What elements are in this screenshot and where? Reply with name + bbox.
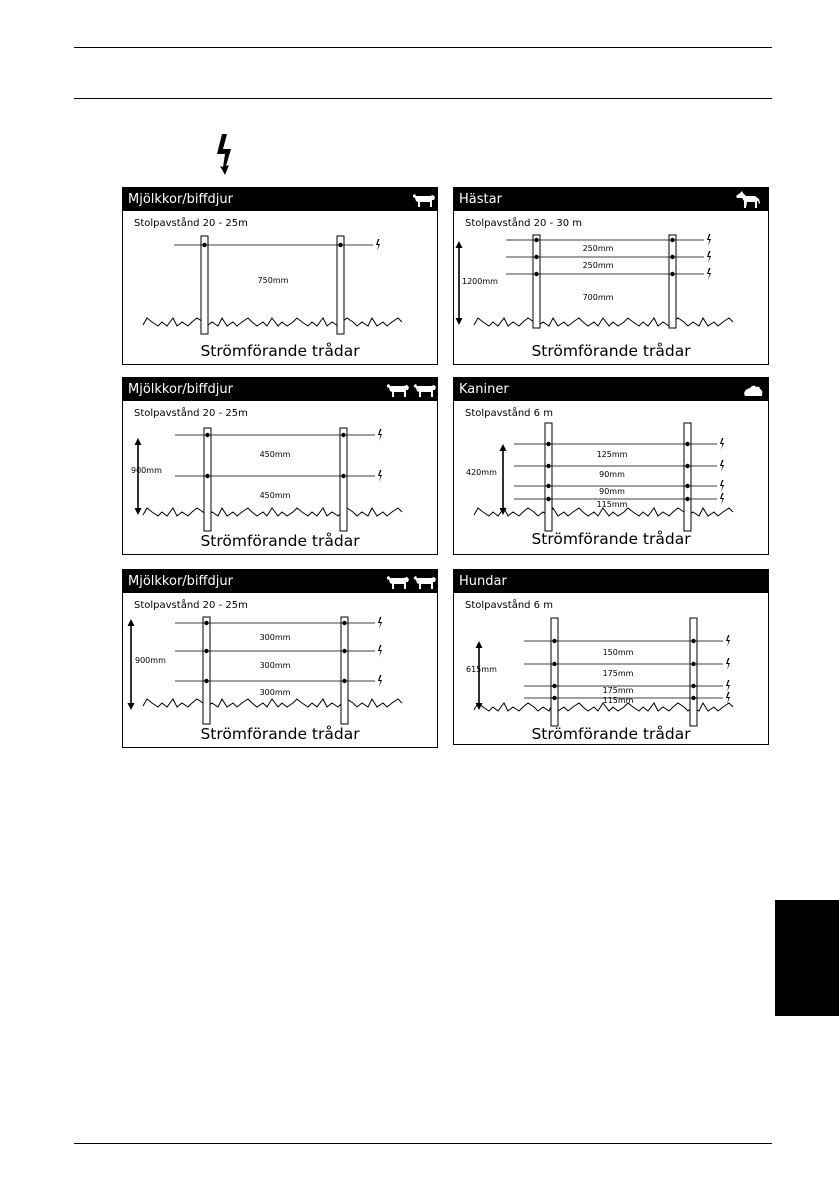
fence-post — [337, 236, 344, 334]
wire-insulator — [205, 433, 209, 437]
wire-gap-label: 300mm — [259, 661, 291, 670]
arrow-down-icon — [456, 318, 463, 325]
wire-insulator — [338, 243, 342, 247]
wire-insulator — [691, 696, 695, 700]
wire-gap-label: 125mm — [596, 450, 628, 459]
wire-insulator — [546, 442, 550, 446]
wire-insulator — [204, 649, 208, 653]
wire-insulator — [670, 255, 674, 259]
wire-gap-label: 115mm — [602, 696, 634, 705]
wire-insulator — [670, 238, 674, 242]
wire-insulator — [546, 484, 550, 488]
wire-insulator — [342, 649, 346, 653]
post-spacing-label: Stolpavstånd 6 m — [465, 600, 553, 611]
total-height-label: 615mm — [466, 665, 497, 674]
lightning-bolt-icon — [726, 680, 730, 692]
wire-gap-label: 300mm — [259, 633, 291, 642]
wire-insulator — [552, 639, 556, 643]
wire-insulator — [670, 272, 674, 276]
wire-insulator — [202, 243, 206, 247]
lightning-bolt-icon — [707, 268, 711, 280]
wire-gap-label: 750mm — [257, 276, 289, 285]
wire-insulator — [342, 679, 346, 683]
footer-label: Strömförande trådar — [531, 342, 691, 360]
wire-gap-label: 700mm — [582, 293, 614, 302]
wire-gap-label: 450mm — [259, 450, 291, 459]
footer-label: Strömförande trådar — [200, 532, 360, 550]
grass-ground-line — [143, 699, 402, 707]
total-height-label: 1200mm — [462, 277, 498, 286]
lightning-bolt-icon — [726, 692, 730, 704]
wire-insulator — [552, 662, 556, 666]
header-rule-bottom — [74, 98, 772, 99]
grass-ground-line — [143, 318, 402, 326]
wire-insulator — [685, 442, 689, 446]
lightning-bolt-icon — [707, 251, 711, 263]
fence-post — [533, 235, 540, 328]
lightning-bolt-icon — [720, 480, 724, 492]
fence-post — [669, 235, 676, 328]
wire-gap-label: 175mm — [602, 686, 634, 695]
arrow-up-icon — [500, 444, 507, 451]
fence-panel-rabbits — [453, 377, 769, 555]
wire-insulator — [205, 474, 209, 478]
wire-insulator — [691, 684, 695, 688]
fence-post — [684, 423, 691, 531]
wire-insulator — [552, 684, 556, 688]
fence-post — [203, 617, 210, 724]
lightning-bolt-icon — [378, 617, 382, 629]
post-spacing-label: Stolpavstånd 20 - 25m — [134, 600, 248, 611]
grass-ground-line — [143, 508, 402, 516]
lightning-bolt-icon — [378, 470, 382, 482]
wire-gap-label: 450mm — [259, 491, 291, 500]
fence-diagram — [123, 570, 438, 748]
wire-gap-label: 300mm — [259, 688, 291, 697]
fence-post — [204, 428, 211, 531]
footer-label: Strömförande trådar — [200, 342, 360, 360]
post-spacing-label: Stolpavstånd 20 - 30 m — [465, 218, 583, 229]
lightning-bolt-icon — [378, 645, 382, 657]
fence-post — [341, 617, 348, 724]
total-height-label: 900mm — [131, 466, 162, 475]
grass-ground-line — [474, 318, 733, 326]
section-side-tab — [775, 900, 839, 1016]
wire-gap-label: 250mm — [582, 261, 614, 270]
fence-panel-cattle-3 — [122, 569, 438, 748]
fence-diagram — [454, 378, 769, 555]
fence-panel-dogs — [453, 569, 769, 745]
post-spacing-label: Stolpavstånd 6 m — [465, 408, 553, 419]
lightning-bolt-icon — [376, 239, 380, 251]
lightning-bolt-icon — [720, 493, 724, 505]
panel-title: Kaniner — [459, 382, 509, 397]
fence-diagram — [123, 378, 438, 555]
wire-insulator — [342, 621, 346, 625]
fence-post — [690, 618, 697, 726]
wire-insulator — [341, 433, 345, 437]
fence-post — [545, 423, 552, 531]
wire-insulator — [204, 621, 208, 625]
wire-insulator — [534, 255, 538, 259]
wire-gap-label: 90mm — [599, 487, 625, 496]
panel-title: Mjölkkor/biffdjur — [128, 382, 233, 397]
wire-gap-label: 250mm — [582, 244, 614, 253]
wire-insulator — [685, 484, 689, 488]
fence-panel-horses — [453, 187, 769, 365]
post-spacing-label: Stolpavstånd 20 - 25m — [134, 408, 248, 419]
fence-post — [551, 618, 558, 726]
footer-rule — [74, 1143, 772, 1144]
wire-insulator — [204, 679, 208, 683]
lightning-bolt-icon — [726, 658, 730, 670]
wire-insulator — [534, 272, 538, 276]
fence-panel-cattle-1 — [122, 187, 438, 365]
wire-insulator — [341, 474, 345, 478]
wire-gap-label: 90mm — [599, 470, 625, 479]
lightning-bolt-icon — [720, 438, 724, 450]
panel-title: Hundar — [459, 574, 507, 589]
lightning-bolt-icon — [378, 675, 382, 687]
panel-title: Mjölkkor/biffdjur — [128, 192, 233, 207]
wire-insulator — [685, 497, 689, 501]
wire-gap-label: 115mm — [596, 500, 628, 509]
wire-gap-label: 175mm — [602, 669, 634, 678]
lightning-bolt-icon — [720, 460, 724, 472]
arrow-up-icon — [476, 641, 483, 648]
post-spacing-label: Stolpavstånd 20 - 25m — [134, 218, 248, 229]
lightning-bolt-icon — [214, 133, 238, 175]
arrow-up-icon — [128, 619, 135, 626]
wire-insulator — [552, 696, 556, 700]
fence-panel-cattle-2 — [122, 377, 438, 555]
fence-post — [340, 428, 347, 531]
lightning-bolt-icon — [378, 429, 382, 441]
fence-post — [201, 236, 208, 334]
arrow-up-icon — [456, 241, 463, 248]
panel-title: Mjölkkor/biffdjur — [128, 574, 233, 589]
wire-insulator — [534, 238, 538, 242]
arrow-down-icon — [135, 508, 142, 515]
arrow-down-icon — [128, 703, 135, 710]
total-height-label: 420mm — [466, 468, 497, 477]
panel-title: Hästar — [459, 192, 502, 207]
header-rule-top — [74, 47, 772, 48]
fence-diagram — [454, 188, 769, 365]
wire-insulator — [546, 497, 550, 501]
arrow-up-icon — [135, 438, 142, 445]
lightning-bolt-icon — [726, 635, 730, 647]
footer-label: Strömförande trådar — [531, 725, 691, 743]
wire-insulator — [685, 464, 689, 468]
wire-insulator — [691, 639, 695, 643]
footer-label: Strömförande trådar — [200, 725, 360, 743]
footer-label: Strömförande trådar — [531, 530, 691, 548]
lightning-bolt-icon — [707, 234, 711, 246]
wire-insulator — [691, 662, 695, 666]
total-height-label: 900mm — [135, 656, 166, 665]
wire-insulator — [546, 464, 550, 468]
wire-gap-label: 150mm — [602, 648, 634, 657]
